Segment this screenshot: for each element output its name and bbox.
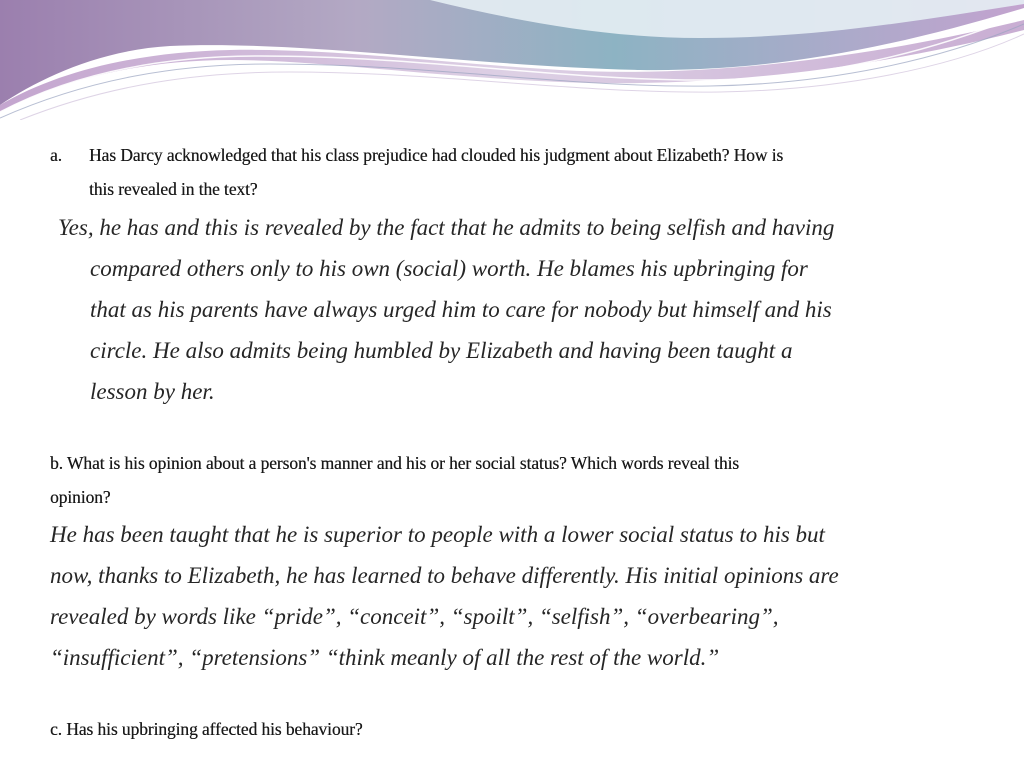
answer-a <box>58 207 834 412</box>
answer-b-line: “insufficient”, “pretensions” “think meanly of all the rest of the world.” <box>50 645 720 670</box>
answer-a-line: lesson by her. <box>90 379 215 404</box>
question-a-marker: a. <box>50 145 62 165</box>
question-b-line-1: b. What is his opinion about a person's manner and his or her social status? Which words reveal this <box>50 453 739 473</box>
answer-a-line: circle. He also admits being humbled by Elizabeth and having been taught a <box>90 338 793 363</box>
answer-a-line: compared others only to his own (social) worth. He blames his upbringing for <box>90 256 808 281</box>
answer-b-line: now, thanks to Elizabeth, he has learned to behave differently. His initial opinions are <box>50 563 839 588</box>
question-c: c. Has his upbringing affected his behaviour? <box>50 719 363 739</box>
answer-a-line: that as his parents have always urged him to care for nobody but himself and his <box>90 297 832 322</box>
question-b-line-2: opinion? <box>50 487 111 507</box>
answer-b-line: revealed by words like “pride”, “conceit”, “spoilt”, “selfish”, “overbearing”, <box>50 604 779 629</box>
question-a-line-2: this revealed in the text? <box>89 179 258 199</box>
header-wave-decoration <box>0 0 1024 120</box>
answer-b <box>50 514 839 678</box>
answer-b-line: He has been taught that he is superior to people with a lower social status to his but <box>50 522 825 547</box>
question-a-line-1: Has Darcy acknowledged that his class prejudice had clouded his judgment about Elizabeth? How is <box>89 145 784 165</box>
answer-a-line: Yes, he has and this is revealed by the fact that he admits to being selfish and having <box>58 215 835 240</box>
